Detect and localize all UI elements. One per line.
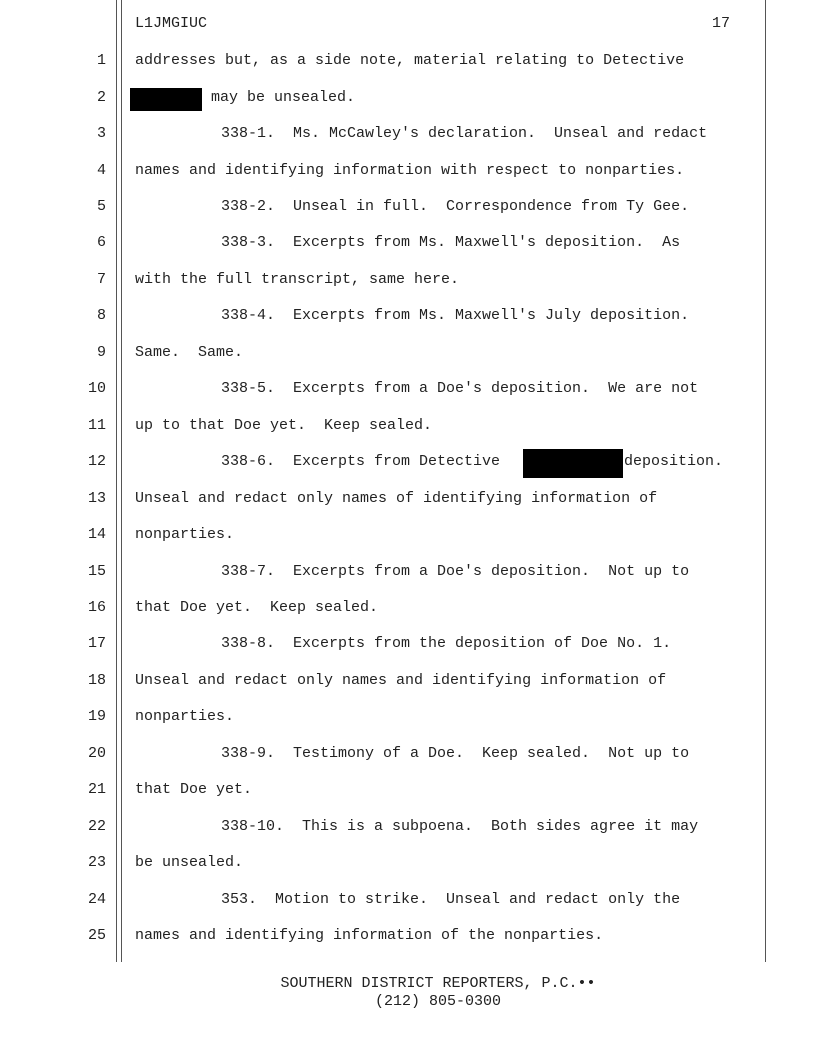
line-text: 338-2. Unseal in full. Correspondence from Ty Gee. [221, 198, 690, 215]
line-text: 353. Motion to strike. Unseal and redact only the [221, 891, 681, 908]
line-number: 17 [87, 635, 106, 652]
transcript-line [0, 598, 816, 618]
line-number: 2 [96, 89, 106, 106]
transcript-line [0, 306, 816, 326]
footer-reporter: SOUTHERN DISTRICT REPORTERS, P.C.•• [280, 975, 596, 992]
line-number: 22 [87, 818, 106, 835]
line-text: nonparties. [135, 708, 235, 725]
transcript-line [0, 634, 816, 654]
transcript-line [0, 233, 816, 253]
line-number: 18 [87, 672, 106, 689]
line-number: 15 [87, 563, 106, 580]
line-number: 1 [96, 52, 106, 69]
line-text: 338-7. Excerpts from a Doe's deposition. Not up to [221, 563, 690, 580]
line-number: 6 [96, 234, 106, 251]
line-text: 338-4. Excerpts from Ms. Maxwell's July deposition. [221, 307, 690, 324]
line-number: 7 [96, 271, 106, 288]
transcript-line [0, 343, 816, 363]
line-text: Unseal and redact only names and identifying information of [135, 672, 667, 689]
transcript-line [0, 525, 816, 545]
line-number: 4 [96, 162, 106, 179]
transcript-line [0, 817, 816, 837]
transcript-line [0, 853, 816, 873]
line-number: 23 [87, 854, 106, 871]
line-number: 25 [87, 927, 106, 944]
redaction-box [130, 88, 202, 111]
line-number: 5 [96, 198, 106, 215]
transcript-line [0, 88, 816, 108]
line-text: Same. Same. [135, 344, 244, 361]
line-text: that Doe yet. [135, 781, 253, 798]
page-number: 17 [711, 15, 730, 32]
line-number: 24 [87, 891, 106, 908]
transcript-line [0, 270, 816, 290]
line-text: be unsealed. [135, 854, 244, 871]
line-text: with the full transcript, same here. [135, 271, 460, 288]
line-number: 21 [87, 781, 106, 798]
line-text: names and identifying information of the nonparties. [135, 927, 604, 944]
line-number: 12 [87, 453, 106, 470]
line-text: addresses but, as a side note, material relating to Detective [135, 52, 685, 69]
transcript-line [0, 780, 816, 800]
transcript-line [0, 416, 816, 436]
transcript-line [0, 707, 816, 727]
line-number: 19 [87, 708, 106, 725]
line-number: 8 [96, 307, 106, 324]
footer-phone: (212) 805-0300 [374, 993, 502, 1010]
line-text: 338-6. Excerpts from Detective [221, 453, 501, 470]
line-text: 338-9. Testimony of a Doe. Keep sealed. Not up to [221, 745, 690, 762]
transcript-line [0, 452, 816, 472]
transcript-code: L1JMGIUC [135, 15, 208, 32]
transcript-line [0, 890, 816, 910]
redaction-box [523, 449, 623, 478]
transcript-line [0, 562, 816, 582]
line-text: may be unsealed. [211, 89, 356, 106]
line-text: 338-10. This is a subpoena. Both sides agree it may [221, 818, 699, 835]
transcript-line [0, 51, 816, 71]
transcript-line [0, 489, 816, 509]
line-number: 20 [87, 745, 106, 762]
line-text-after-redaction: deposition. [624, 453, 724, 470]
transcript-line [0, 124, 816, 144]
line-text: up to that Doe yet. Keep sealed. [135, 417, 433, 434]
line-number: 14 [87, 526, 106, 543]
line-number: 10 [87, 380, 106, 397]
line-text: that Doe yet. Keep sealed. [135, 599, 379, 616]
line-number: 9 [96, 344, 106, 361]
line-number: 11 [87, 417, 106, 434]
transcript-line [0, 671, 816, 691]
line-number: 13 [87, 490, 106, 507]
transcript-line [0, 161, 816, 181]
transcript-line [0, 379, 816, 399]
line-text: 338-1. Ms. McCawley's declaration. Unseal and redact [221, 125, 708, 142]
line-text: nonparties. [135, 526, 235, 543]
line-number: 16 [87, 599, 106, 616]
line-text: 338-5. Excerpts from a Doe's deposition. We are not [221, 380, 699, 397]
transcript-line [0, 197, 816, 217]
line-number: 3 [96, 125, 106, 142]
line-text: 338-8. Excerpts from the deposition of Doe No. 1. [221, 635, 672, 652]
line-text: Unseal and redact only names of identifying information of [135, 490, 658, 507]
transcript-line [0, 744, 816, 764]
line-text: 338-3. Excerpts from Ms. Maxwell's deposition. As [221, 234, 681, 251]
transcript-line [0, 926, 816, 946]
line-text: names and identifying information with respect to nonparties. [135, 162, 685, 179]
